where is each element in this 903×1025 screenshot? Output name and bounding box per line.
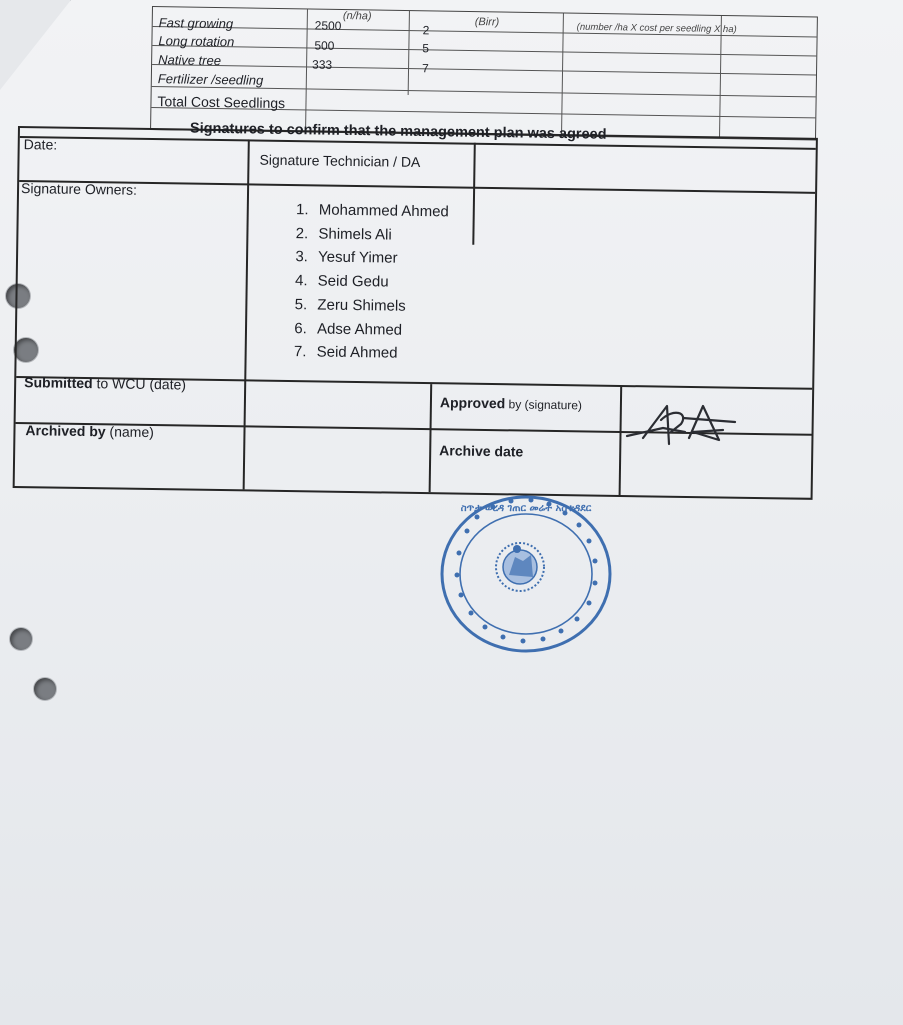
technician-signature-label: Signature Technician / DA [259,151,421,170]
owner-name: 1. Mohammed Ahmed [313,198,449,224]
row-number: 333 [311,57,333,72]
submitted-to-wcu-label [24,374,186,392]
total-cost-label: Total Cost Seedlings [157,93,286,112]
punch-hole [34,678,56,700]
header-number: (n/ha) [342,9,372,23]
row-type-fertilizer: Fertilizer /seedling [157,71,264,88]
folded-corner [0,0,71,90]
row-cost: 5 [422,41,430,56]
owner-name: 2. Shimels Ali [312,222,448,248]
owner-name: 6. Adse Ahmed [311,317,447,343]
row-cost: 7 [421,61,429,76]
owner-name: 7. Seid Ahmed [310,341,446,367]
punch-hole [10,628,32,650]
owner-name: 3. Yesuf Yimer [312,246,448,272]
owner-name: 4. Seid Gedu [312,269,448,295]
row-number: 2500 [314,18,342,33]
approved-rest: by (signature) [505,397,583,413]
archived-by-label [25,422,154,440]
row-type-long-rotation: Long rotation [158,33,235,50]
header-cost: (Birr) [474,16,500,29]
owners-label: Signature Owners: [20,180,138,198]
owners-list [283,198,450,366]
handwritten-signature [623,398,739,448]
row-cost: 2 [422,23,430,38]
archive-date-label: Archive date [439,442,524,460]
submitted-bold: Submitted [24,374,93,392]
header-total-formula: (number /ha X cost per seedling X ha) [576,21,737,36]
seedling-cost-table [150,6,818,140]
archived-bold: Archived by [25,422,106,440]
submitted-rest: to WCU (date) [92,375,187,393]
stamp-text: ስጥታ ወረዳ ገጠር መሬት አስተዳደር [460,503,592,514]
row-type-native-tree: Native tree [158,52,222,69]
official-stamp [437,491,615,657]
row-type-fast-growing: Fast growing [158,15,234,32]
archived-rest: (name) [105,423,154,441]
approved-by-label [440,394,582,412]
approved-bold: Approved [439,394,506,412]
owner-name: 5. Zeru Shimels [311,293,447,319]
signatures-title: Signatures to confirm that the management plan was agreed [189,120,607,143]
date-label: Date: [23,136,58,153]
row-number: 500 [314,38,335,53]
